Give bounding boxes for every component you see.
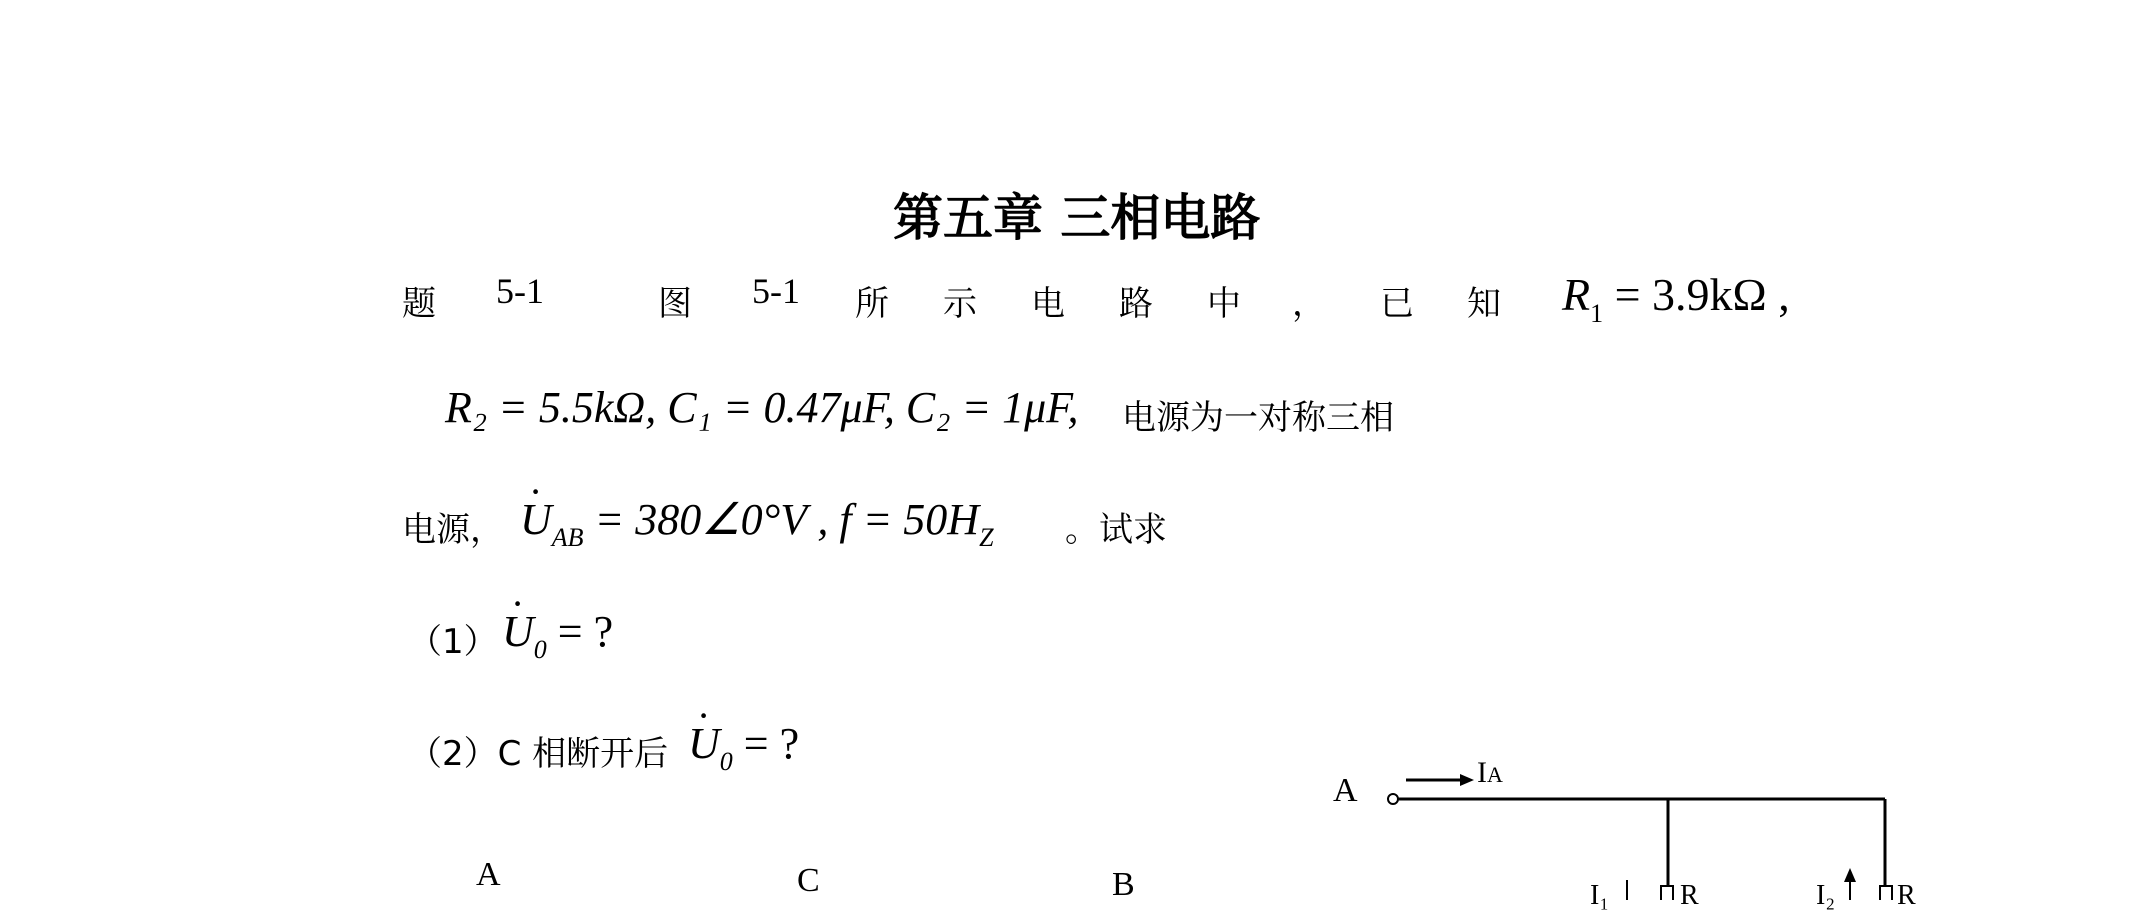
intro-char-1: 所 — [855, 284, 889, 324]
hz-subscript: Z — [979, 523, 994, 552]
arrow-head-ia — [1460, 774, 1474, 786]
bottom-label-b: B — [1112, 866, 1135, 903]
i2-label: I₂ — [1816, 880, 1836, 911]
intro-char-6: ， — [1292, 284, 1326, 324]
source-label: 电源， — [402, 510, 504, 550]
request-text: 。试求 — [1065, 510, 1167, 550]
problem-label: 题 — [402, 284, 436, 324]
problem-number: 5-1 — [496, 271, 544, 311]
arrow-head-i2 — [1844, 868, 1856, 882]
question-2-label: （2）C 相断开后 — [408, 734, 669, 774]
question-2-rest: = ? — [732, 719, 800, 768]
resistor-r1 — [1661, 886, 1673, 900]
ia-symbol: I — [1477, 756, 1487, 789]
uab-subscript: AB — [551, 523, 584, 552]
intro-char-8: 知 — [1467, 284, 1501, 324]
bottom-label-c: C — [797, 862, 820, 899]
uab-value: = 380∠0°V , f = 50H — [583, 495, 980, 544]
source-description: 电源为一对称三相 — [1122, 398, 1394, 438]
intro-char-4: 路 — [1119, 284, 1153, 324]
given-values: R₂ = 5.5kΩ, C₁ = 0.47μF, C₂ = 1μF, — [445, 383, 1079, 432]
intro-char-3: 电 — [1031, 284, 1065, 324]
u0-symbol: · U — [502, 606, 534, 657]
r1-equation: = 3.9kΩ , — [1603, 269, 1790, 320]
u0-subscript-2: 0 — [719, 747, 733, 776]
uab-symbol: · U — [520, 494, 552, 545]
i1-label: I₁ — [1590, 880, 1610, 911]
intro-char-5: 中 — [1207, 284, 1241, 324]
bottom-label-a: A — [476, 856, 501, 893]
ia-label — [1477, 756, 1503, 790]
r1-circuit-label: R — [1680, 880, 1699, 911]
r1-symbol: R — [1562, 269, 1591, 320]
intro-char-7: 已 — [1380, 284, 1414, 324]
question-1-label: （1） — [408, 622, 498, 662]
u0-subscript: 0 — [533, 635, 547, 664]
ia-subscript: A — [1487, 762, 1503, 787]
r1-subscript: 1 — [1590, 299, 1604, 328]
r2-circuit-label: R — [1897, 880, 1916, 911]
figure-word: 图 — [658, 284, 692, 324]
question-1-rest: = ? — [546, 607, 614, 656]
terminal-a — [1388, 794, 1398, 804]
intro-char-2: 示 — [943, 284, 977, 324]
node-a-label: A — [1333, 772, 1358, 809]
page-title: 第五章 三相电路 — [893, 189, 1261, 247]
u0-symbol-2: · U — [688, 718, 720, 769]
resistor-r2 — [1880, 886, 1892, 900]
figure-number: 5-1 — [752, 271, 800, 311]
